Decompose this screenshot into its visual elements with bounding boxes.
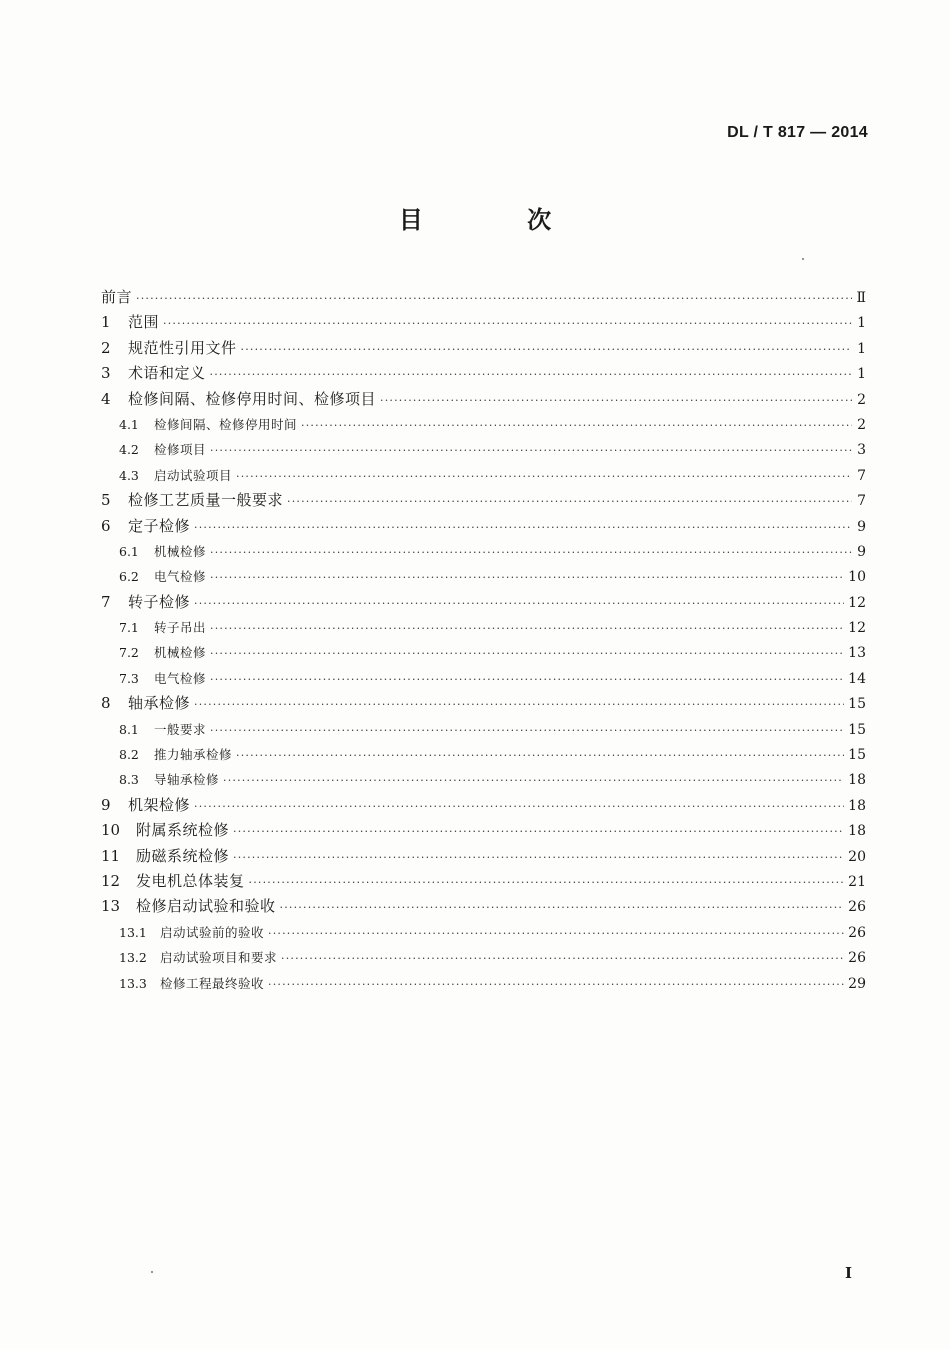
toc-dot-leader <box>194 794 844 819</box>
toc-dot-leader <box>249 870 845 895</box>
toc-entry-number: 11 <box>101 846 121 865</box>
toc-entry-number: 8.2 <box>119 747 139 763</box>
toc-entry-label: 启动试验前的验收 <box>160 924 265 940</box>
toc-entry-label: 转子检修 <box>128 592 191 611</box>
toc-entry-page: 15 <box>848 696 866 713</box>
toc-entry-page: 26 <box>848 899 866 916</box>
toc-dot-leader <box>163 311 852 336</box>
toc-entry-number: 6 <box>101 516 111 535</box>
toc-entry-number: 2 <box>101 338 111 357</box>
toc-dot-leader <box>236 743 844 768</box>
toc-entry <box>101 336 866 361</box>
toc-entry-page: 12 <box>848 620 866 637</box>
toc-entry-number: 13 <box>101 897 121 916</box>
toc-entry <box>101 640 866 665</box>
toc-entry <box>101 463 866 488</box>
toc-entry-label: 术语和定义 <box>128 364 206 383</box>
page-title: 目 次 <box>398 206 600 234</box>
toc-dot-leader <box>210 540 852 565</box>
toc-entry-number: 3 <box>101 364 111 383</box>
toc-entry <box>101 945 866 970</box>
toc-entry-page: 20 <box>848 848 866 865</box>
toc-entry <box>101 894 866 919</box>
toc-dot-leader <box>194 692 844 717</box>
toc-entry-number: 8 <box>101 694 111 713</box>
toc-entry-label: 规范性引用文件 <box>128 338 237 357</box>
toc-entry-label: 检修工程最终验收 <box>160 975 265 991</box>
toc-entry-number: 7.2 <box>119 645 139 661</box>
toc-entry-number: 4.3 <box>119 467 139 483</box>
toc-entry-number: 1 <box>101 313 111 332</box>
toc-entry <box>101 767 866 792</box>
toc-entry <box>101 590 866 615</box>
toc-entry-page: 18 <box>848 823 866 840</box>
toc-dot-leader <box>236 464 852 489</box>
toc-entry-number: 8.1 <box>119 721 139 737</box>
toc-entry-label: 机械检修 <box>154 645 207 661</box>
toc-entry-number: 4.1 <box>119 416 139 432</box>
toc-entry <box>101 514 866 539</box>
toc-entry <box>101 717 866 742</box>
toc-dot-leader <box>268 921 844 946</box>
toc-entry <box>101 742 866 767</box>
toc-dot-leader <box>301 413 852 438</box>
toc-entry-label: 检修项目 <box>154 442 207 458</box>
toc-entry-label: 导轴承检修 <box>154 772 220 788</box>
toc-entry <box>101 691 866 716</box>
toc-entry-page: 2 <box>857 416 866 433</box>
toc-entry-page: 14 <box>848 670 866 687</box>
toc-entry-page: 12 <box>848 594 866 611</box>
toc-dot-leader <box>194 591 844 616</box>
toc-dot-leader <box>194 515 852 540</box>
scan-speck <box>151 1271 153 1273</box>
toc-entry-page: 9 <box>857 518 866 535</box>
toc-dot-leader <box>268 972 844 997</box>
toc-entry-page: 21 <box>848 873 866 890</box>
toc-entry-number: 13.2 <box>119 950 147 966</box>
toc-entry-label: 电气检修 <box>154 569 207 585</box>
toc-entry-page: Ⅱ <box>856 290 866 306</box>
toc-entry-number: 10 <box>101 821 121 840</box>
toc-entry-label: 检修工艺质量一般要求 <box>128 491 284 510</box>
toc-entry-label: 检修间隔、检修停用时间、检修项目 <box>128 389 377 408</box>
toc-dot-leader <box>233 819 844 844</box>
toc-entry-page: 29 <box>848 975 866 992</box>
toc-entry-label: 励磁系统检修 <box>136 846 230 865</box>
toc-entry-number: 8.3 <box>119 772 139 788</box>
toc-entry-label: 范围 <box>128 313 160 332</box>
toc-entry-page: 10 <box>848 569 866 586</box>
toc-entry-page: 15 <box>848 747 866 764</box>
toc-entry-label: 启动试验项目 <box>154 467 233 483</box>
toc-entry-label: 检修启动试验和验收 <box>136 897 276 916</box>
toc-dot-leader <box>210 362 852 387</box>
toc-entry <box>101 869 866 894</box>
toc-entry-page: 7 <box>857 493 866 510</box>
toc-entry-label: 机架检修 <box>128 795 191 814</box>
toc-entry <box>101 387 866 412</box>
toc-entry-number: 7 <box>101 592 111 611</box>
toc-entry-label: 电气检修 <box>154 670 207 686</box>
toc-entry-page: 13 <box>848 645 866 662</box>
toc-entry-page: 3 <box>857 442 866 459</box>
toc-entry-number: 6.1 <box>119 543 139 559</box>
toc-entry-page: 15 <box>848 721 866 738</box>
toc-dot-leader <box>210 616 844 641</box>
toc-entry <box>101 437 866 462</box>
toc-entry-label: 推力轴承检修 <box>154 747 233 763</box>
toc-entry-label: 定子检修 <box>128 516 191 535</box>
toc-entry-number: 5 <box>101 491 111 510</box>
toc-entry-number: 13.1 <box>119 924 147 940</box>
toc-dot-leader <box>223 768 844 793</box>
toc-entry-page: 1 <box>857 366 866 383</box>
toc-entry-number: 13.3 <box>119 975 147 991</box>
toc-dot-leader <box>210 718 844 743</box>
toc-entry-page: 1 <box>857 315 866 332</box>
toc-entry <box>101 488 866 513</box>
toc-entry-number: 9 <box>101 795 111 814</box>
toc-entry-page: 1 <box>857 340 866 357</box>
toc-entry-page: 18 <box>848 772 866 789</box>
toc-entry-number: 12 <box>101 871 121 890</box>
scan-speck <box>802 258 804 260</box>
toc-entry <box>101 818 866 843</box>
toc-entry <box>101 361 866 386</box>
toc-entry-page: 26 <box>848 924 866 941</box>
toc-dot-leader <box>281 946 844 971</box>
toc-entry <box>101 844 866 869</box>
toc-entry-label: 轴承检修 <box>128 694 191 713</box>
toc-entry-label: 机械检修 <box>154 543 207 559</box>
toc-dot-leader <box>136 286 852 311</box>
toc-dot-leader <box>287 489 852 514</box>
toc-dot-leader <box>210 565 844 590</box>
toc-entry-label: 检修间隔、检修停用时间 <box>154 416 298 432</box>
toc-entry-number: 4 <box>101 389 111 408</box>
toc-entry-number: 4.2 <box>119 442 139 458</box>
toc-entry <box>101 971 866 996</box>
toc-entry-label: 附属系统检修 <box>136 821 230 840</box>
toc-entry-page: 7 <box>857 467 866 484</box>
toc-entry-page: 9 <box>857 543 866 560</box>
toc-dot-leader <box>241 337 852 362</box>
toc-entry-page: 26 <box>848 950 866 967</box>
toc-entry-number: 6.2 <box>119 569 139 585</box>
toc-entry <box>101 310 866 335</box>
toc-entry <box>101 539 866 564</box>
document-code: DL / T 817 — 2014 <box>727 124 868 141</box>
toc-entry <box>101 615 866 640</box>
toc-entry-number: 7.1 <box>119 620 139 636</box>
toc-dot-leader <box>210 641 844 666</box>
toc-dot-leader <box>233 845 844 870</box>
toc-entry-label: 发电机总体装复 <box>136 871 245 890</box>
toc-dot-leader <box>210 438 852 463</box>
toc-entry <box>101 412 866 437</box>
toc-entry-label: 一般要求 <box>154 721 207 737</box>
toc-entry-number: 7.3 <box>119 670 139 686</box>
toc-entry-label: 启动试验项目和要求 <box>160 950 278 966</box>
toc-entry <box>101 920 866 945</box>
table-of-contents <box>101 285 866 996</box>
toc-dot-leader <box>380 388 852 413</box>
page-number: I <box>844 1264 852 1282</box>
toc-entry-page: 18 <box>848 797 866 814</box>
toc-dot-leader <box>210 667 844 692</box>
toc-entry-label: 转子吊出 <box>154 620 207 636</box>
toc-entry-page: 2 <box>857 391 866 408</box>
toc-entry <box>101 793 866 818</box>
toc-entry <box>101 666 866 691</box>
toc-entry <box>101 564 866 589</box>
toc-entry-label: 前言 <box>101 288 133 306</box>
toc-dot-leader <box>280 895 845 920</box>
toc-entry <box>101 285 866 310</box>
